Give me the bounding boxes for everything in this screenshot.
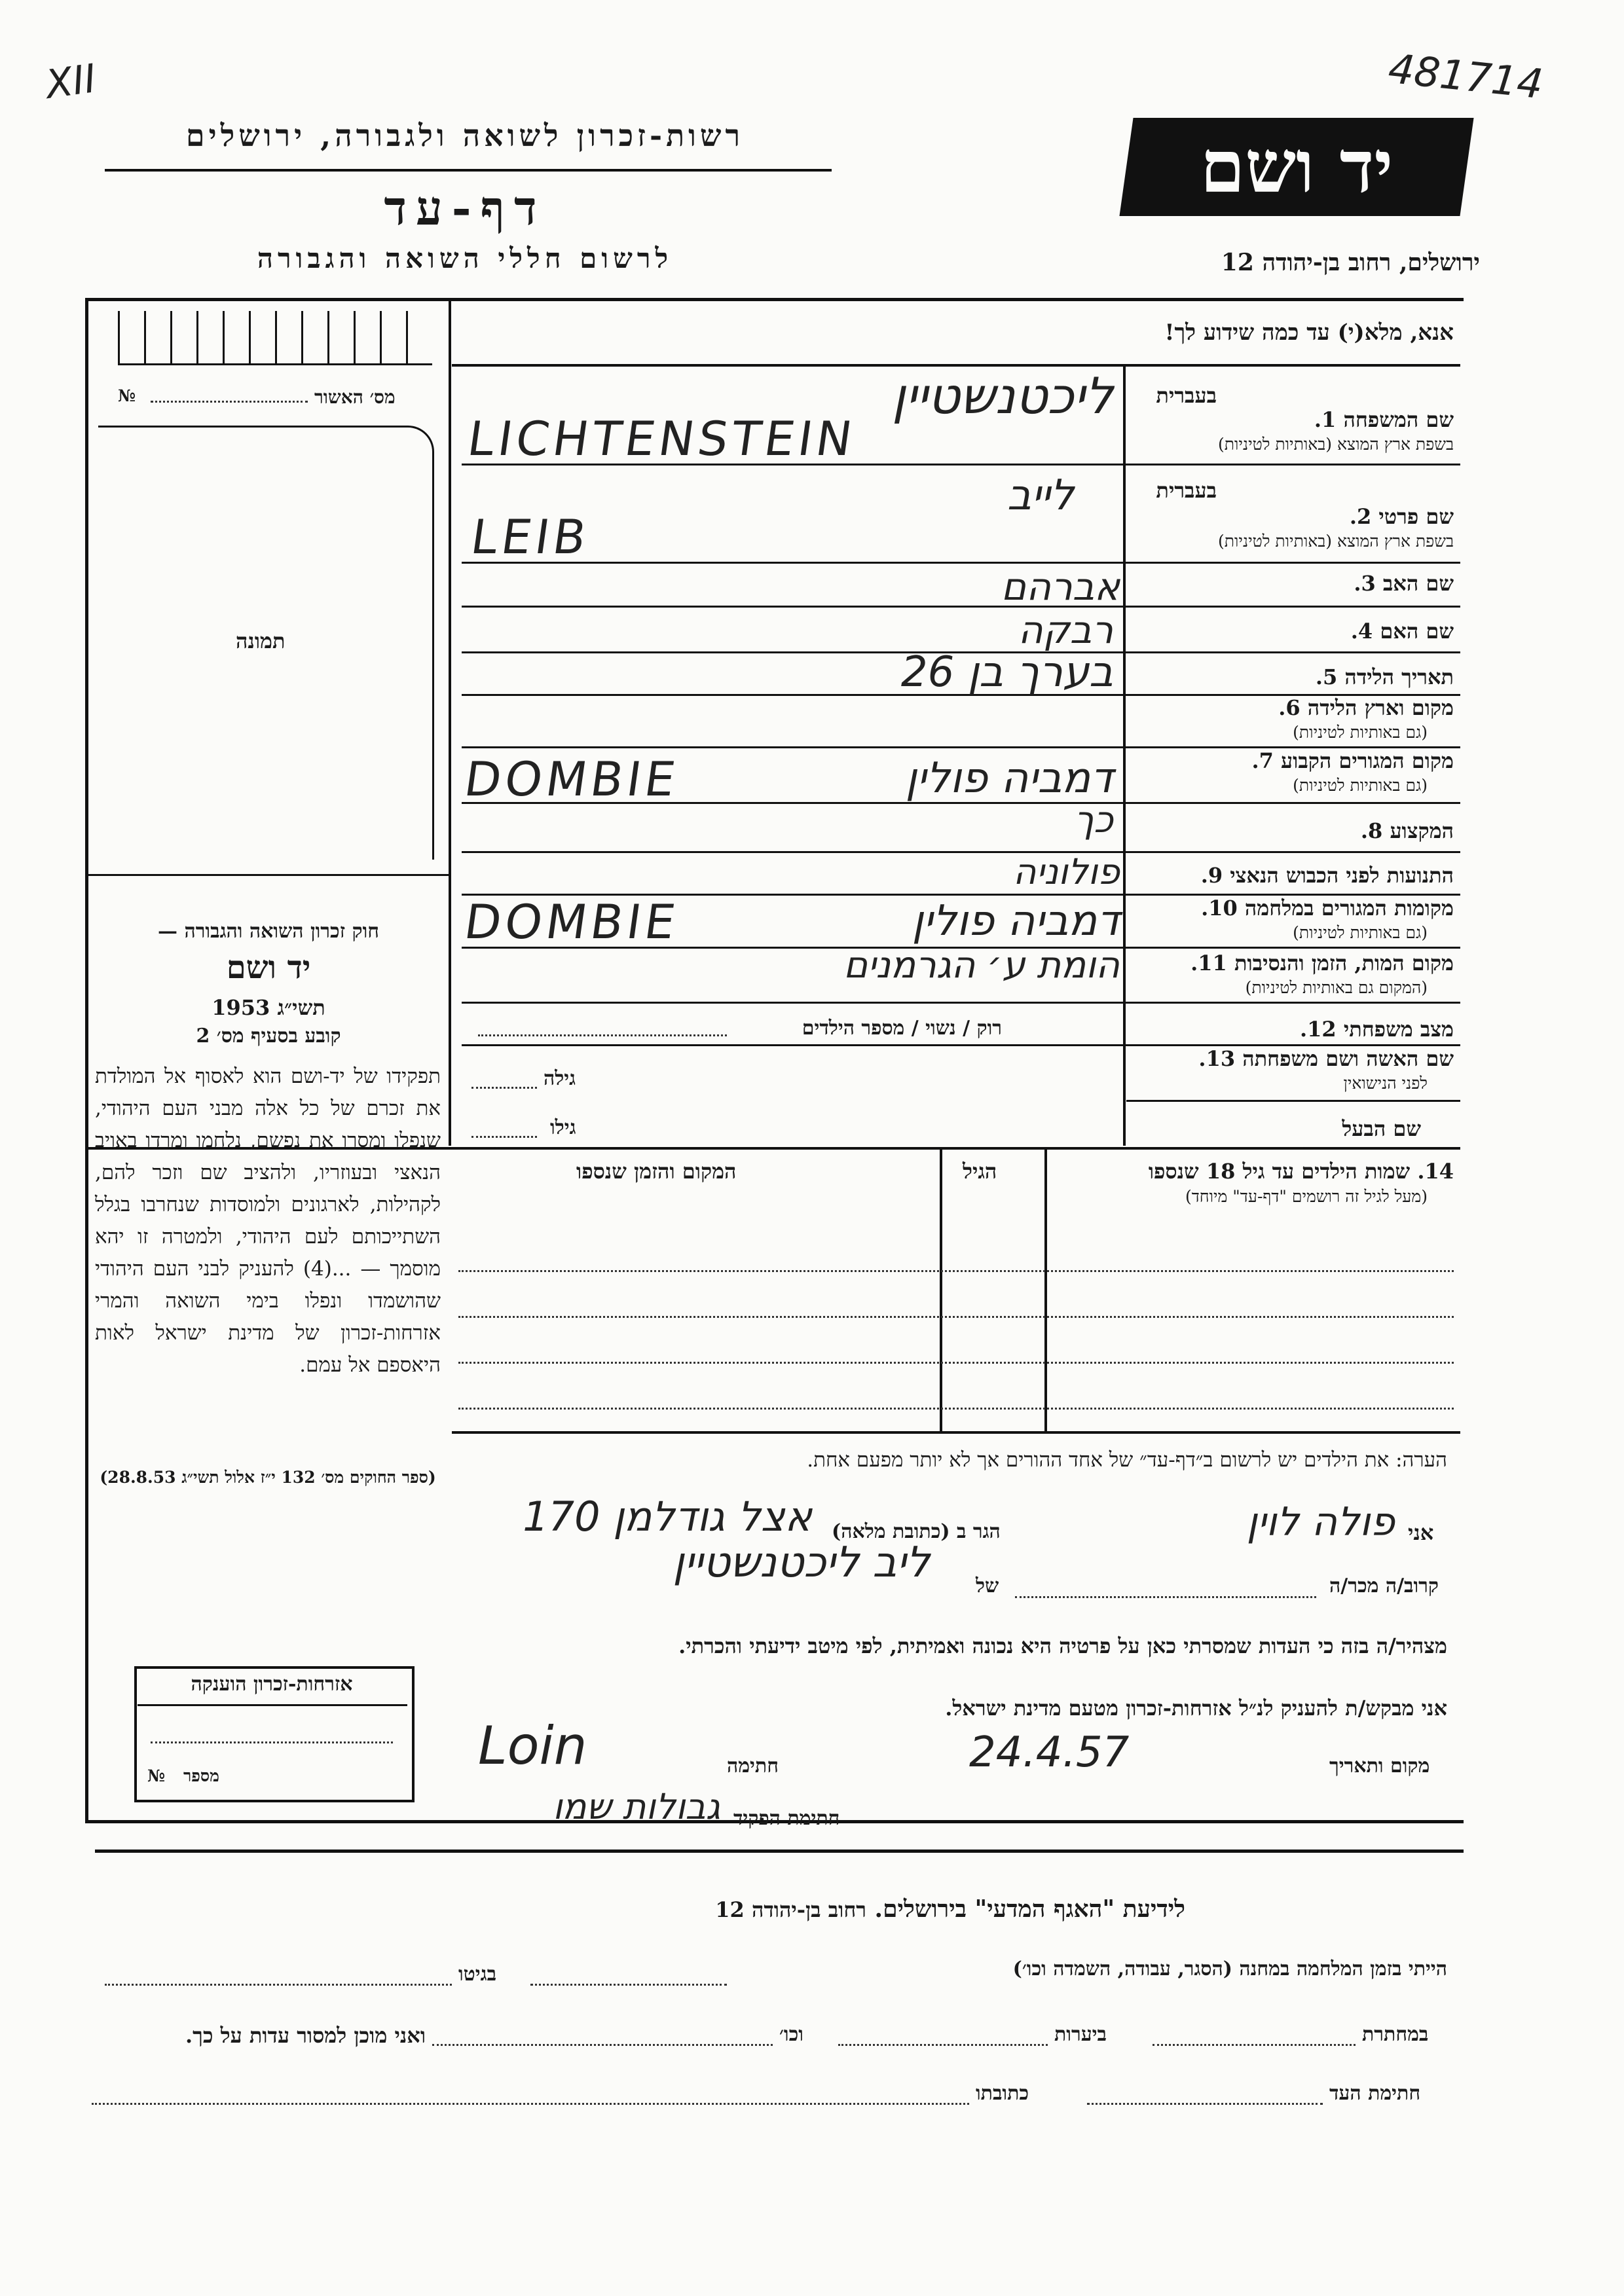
field-8-num: 8. <box>1360 818 1383 843</box>
firstname-latin-value[interactable]: LEIB <box>468 509 594 564</box>
address-value[interactable]: אצל גודלמן 170 <box>523 1493 812 1540</box>
witness-signature-label: חתימת העד <box>1329 2082 1421 2105</box>
corner-mark: XII <box>43 56 99 108</box>
wife-age-field[interactable] <box>471 1087 537 1089</box>
children-count-field[interactable] <box>478 1034 727 1036</box>
field-11-label-text: מקום המות, הזמן והנסיבות <box>1234 951 1454 975</box>
law-year-num: 1953 <box>212 995 270 1020</box>
label-column-divider <box>1123 367 1126 1146</box>
death-place-value[interactable]: הומת ע׳ הגרמנים <box>843 944 1120 987</box>
field-5-num: 5. <box>1315 665 1338 689</box>
residence-hebrew-value[interactable]: דמביה פולין <box>905 754 1113 803</box>
approval-number-field[interactable] <box>151 401 308 403</box>
archive-boxes <box>118 311 432 365</box>
law-year-heb: תשי״ג <box>277 995 325 1020</box>
children-age-col: הגיל <box>963 1159 997 1184</box>
field-2-num: 2. <box>1349 504 1372 529</box>
witness-signature-field[interactable] <box>1087 2103 1323 2105</box>
relation-field[interactable] <box>1015 1596 1316 1598</box>
children-place-col: המקום והזמן שנספו <box>576 1159 737 1184</box>
husband-age-field[interactable] <box>471 1136 537 1138</box>
form-title: דף-עד <box>384 180 546 236</box>
field-2-label <box>1244 504 1454 529</box>
underground-label: במחתרת <box>1362 2023 1429 2046</box>
law-text: תפקידו של יד-ושם הוא לאסוף אל המולדת את זכרם של כל אלה מבני העם היהודי, שנפלו ומסרו את נפשם, נלחמו ומרדו באויב הנאצי ובעוזריו, ולהציב שם וזכר להם, לקהילות, לארגונים ולמוסדות שנחרבו בגלל השתייכותם לעם היהודי, ולמטרה זו יהא מוסמך — ...(4) להעניק לבני העם היהודי שהושמדו ונפלו בימי השואה והמרי אזרחות-זכרון של מדינת ישראל לאות היאספם אל עמם. <box>95 1065 441 1377</box>
field-10-num: 10. <box>1201 896 1238 920</box>
residence-latin-value[interactable]: DOMBIE <box>461 752 683 807</box>
children-heading-sub: (מעל לגיל זה רושמים "דף-עד" מיוחד) <box>1185 1187 1428 1206</box>
citizenship-box-divider <box>138 1704 407 1706</box>
field-12-num: 12. <box>1300 1017 1337 1042</box>
photo-label: תמונה <box>236 629 286 653</box>
war-residence-hebrew-value[interactable]: דמביה פולין <box>912 897 1120 945</box>
form-subtitle: לרשום חללי השואה והגבורה <box>257 242 673 274</box>
approval-no-sign: № <box>118 386 136 405</box>
field-11-divider <box>1126 1002 1460 1004</box>
field-11-sub: (המקום גם באותיות לטיניות) <box>1245 978 1428 997</box>
field-13-sub: לפני הנישואין <box>1343 1074 1428 1093</box>
field-12-label <box>1218 1017 1454 1042</box>
forests-label: ביערות <box>1054 2023 1107 2046</box>
field-10-label <box>1126 896 1454 920</box>
field-3-label-text: שם האב <box>1382 571 1454 596</box>
citizenship-box-line[interactable] <box>151 1741 393 1743</box>
approval-number-label: מס׳ האשור <box>314 386 396 408</box>
field-1-num: 1. <box>1314 407 1337 432</box>
children-col-divider-2 <box>940 1150 942 1431</box>
witness-address-field[interactable] <box>92 2103 969 2105</box>
firstname-hebrew-value[interactable]: לייב <box>1007 471 1074 520</box>
profession-value[interactable]: כך <box>1074 799 1113 841</box>
signature-label: חתימה <box>727 1755 779 1777</box>
mid-line-11 <box>462 1002 1126 1004</box>
mother-name-value[interactable]: רבקה <box>1018 608 1113 652</box>
witness-address-label: כתובתו <box>976 2082 1029 2105</box>
field-1-sub: בשפת ארץ המוצא (באותיות לטיניות) <box>1218 435 1454 454</box>
officer-signature-value[interactable]: גבולות שמו <box>553 1786 720 1827</box>
field-1-heb-label: בעברית <box>1156 383 1217 408</box>
field-2-label-text: שם פרטי <box>1378 504 1454 529</box>
husband-label: שם הבעל <box>1342 1116 1421 1141</box>
etc-field[interactable] <box>432 2044 773 2046</box>
field-1-label <box>1244 407 1454 432</box>
child-row-2[interactable] <box>458 1316 1454 1318</box>
wife-age-label: גילה <box>544 1067 576 1090</box>
left-column-divider <box>449 301 451 1146</box>
header-address: ירושלים, רחוב בן-יהודה 12 <box>1221 249 1480 276</box>
field-4-divider <box>1126 651 1460 653</box>
field-9-num: 9. <box>1200 863 1223 888</box>
signature-value[interactable]: Loin <box>478 1715 587 1776</box>
declaration-statement: מצהיר/ה בזה כי העדות שמסרתי כאן על פרטיה היא נכונה ואמיתית, לפי מיטב ידיעתי והכרתי. <box>678 1633 1447 1658</box>
relation-label: קרוב/ה מכר/ה <box>1329 1575 1439 1597</box>
authority-title: רשות-זכרון לשואה ולגבורה, ירושלים <box>185 118 745 153</box>
field-1-label-text: שם המשפחה <box>1343 407 1454 432</box>
law-title: חוק זכרון השואה והגבורה — <box>158 920 379 943</box>
law-clause: קובע בסעיף מס׳ 2 <box>196 1025 341 1048</box>
field-4-label-text: שם האם <box>1380 619 1454 644</box>
birthdate-value[interactable]: בערך בן 26 <box>900 648 1113 697</box>
field-2-heb-label: בעברית <box>1156 478 1217 503</box>
field-2-divider <box>1126 562 1460 564</box>
field-6-label-text: מקום וארץ הלידה <box>1307 695 1454 720</box>
mid-line-12 <box>462 1044 1126 1046</box>
ghetto-label: בגיטו <box>458 1963 497 1986</box>
field-6-sub: (גם באותיות לטיניות) <box>1293 723 1428 742</box>
field-3-num: 3. <box>1354 571 1376 596</box>
officer-signature-label: חתימת הפקיד <box>733 1807 840 1830</box>
citizenship-no-sign: № <box>147 1766 166 1785</box>
photo-bottom-divider <box>88 874 450 876</box>
field-8-label-text: המקצוע <box>1390 818 1454 843</box>
place-date-label: מקום ותאריך <box>1329 1755 1430 1777</box>
surname-hebrew-value[interactable]: ליכטנשטיין <box>892 367 1113 425</box>
footer-divider <box>95 1850 1464 1853</box>
declaration-i-label: אני <box>1408 1520 1434 1545</box>
field-8-label <box>1244 818 1454 843</box>
field-7-label <box>1153 748 1454 773</box>
citizenship-box-title: אזרחות-זכרון הוענקה <box>191 1673 353 1696</box>
field-3-divider <box>1126 606 1460 608</box>
etc-label: וכו׳ <box>779 2023 803 2046</box>
field-6-label <box>1153 695 1454 720</box>
field-7-label-text: מקום המגורים הקבוע <box>1281 748 1454 773</box>
field-10-sub: (גם באותיות לטיניות) <box>1293 923 1428 942</box>
footer-line1: הייתי בזמן המלחמה במחנה (הסגר, עבודה, השמדה וכו׳) <box>1012 1958 1447 1980</box>
movement-value[interactable]: פולוניה <box>1013 851 1120 892</box>
field-11-label <box>1126 951 1454 975</box>
field-13-num: 13. <box>1198 1046 1236 1071</box>
residing-label: הגר ב (כתובת מלאה) <box>832 1520 1001 1543</box>
logo-text: יד ושם <box>1200 124 1393 209</box>
field-4-label <box>1244 619 1454 644</box>
field-13-divider <box>1126 1100 1460 1102</box>
citizenship-request: אני מבקש/ת להעניק לנ״ל אזרחות-זכרון מטעם מדינת ישראל. <box>945 1696 1447 1721</box>
field-13-label <box>1126 1046 1454 1071</box>
children-heading: 14. שמות הילדים עד גיל 18 שנספו <box>1148 1159 1454 1184</box>
field-6-num: 6. <box>1278 695 1301 720</box>
field-10-label-text: מקומות המגורים במלחמה <box>1244 896 1454 920</box>
field-11-num: 11. <box>1190 951 1227 975</box>
of-label: של <box>976 1575 999 1597</box>
field-1-divider <box>1126 464 1460 465</box>
camp-field[interactable] <box>530 1984 727 1986</box>
war-residence-latin-value[interactable]: DOMBIE <box>461 894 683 949</box>
law-logo: יד ושם <box>226 949 311 986</box>
father-name-value[interactable]: אברהם <box>1001 564 1120 609</box>
field-4-num: 4. <box>1350 619 1373 644</box>
footer-heading <box>498 1895 1185 1923</box>
field-9-label <box>1126 863 1454 888</box>
citizenship-number-label: מספר <box>183 1766 219 1785</box>
field-12-label-text: מצב משפחתי <box>1343 1017 1454 1042</box>
surname-latin-value[interactable]: LICHTENSTEIN <box>464 411 860 466</box>
husband-age-label: גילו <box>550 1116 576 1139</box>
law-citation: (ספר החוקים מס׳ 132 י״ז אלול תשי״ג 28.8.53) <box>100 1468 436 1487</box>
field-5-label-text: תאריך הלידה <box>1344 665 1454 689</box>
field-3-label <box>1244 571 1454 596</box>
children-col-divider-1 <box>1044 1150 1047 1431</box>
children-bottom-divider <box>452 1431 1460 1434</box>
field-5-label <box>1179 665 1454 689</box>
field-13-label-text: שם האשה ושם משפחתה <box>1242 1046 1454 1071</box>
field-7-sub: (גם באותיות לטיניות) <box>1293 776 1428 795</box>
law-year <box>98 995 439 1020</box>
children-note: הערה: את הילדים יש לרשום ב״דף-עד״ של אחד ההורים אך לא יותר מפעם אחת. <box>807 1448 1447 1472</box>
field-7-divider <box>1126 802 1460 804</box>
mid-line-6 <box>462 746 1126 748</box>
child-row-1[interactable] <box>458 1270 1454 1272</box>
field-7-num: 7. <box>1251 748 1274 773</box>
footer-address: רחוב בן-יהודה 12 <box>715 1897 866 1922</box>
field-2-sub: בשפת ארץ המוצא (באותיות לטיניות) <box>1218 532 1454 551</box>
relation-name-value[interactable]: ליב ליכטנשטיין <box>673 1539 930 1587</box>
declarant-name-value[interactable]: פולה לוין <box>1246 1499 1395 1545</box>
child-row-4[interactable] <box>458 1408 1454 1410</box>
child-row-3[interactable] <box>458 1362 1454 1364</box>
forests-field[interactable] <box>838 2044 1048 2046</box>
header-divider <box>105 169 832 172</box>
underground-field[interactable] <box>1153 2044 1356 2046</box>
archive-number: 481714 <box>1386 44 1545 109</box>
footer-heading-text: לידיעת "האגף המדעי" בירושלים. <box>874 1895 1185 1923</box>
date-value[interactable]: 24.4.57 <box>969 1728 1130 1777</box>
field-9-label-text: התנועות לפני הכבוש הנאצי <box>1230 863 1454 888</box>
form-intro: אנא, מלא(י) עד כמה שידוע לך! <box>1164 319 1454 346</box>
marital-options: רוק / נשוי / מספר הילדים <box>802 1017 1002 1040</box>
field-8-divider <box>1126 851 1460 853</box>
field-10-divider <box>1126 947 1460 949</box>
testimony-label: ואני מוכן למסור עדות על כך. <box>185 2023 426 2048</box>
ghetto-field[interactable] <box>105 1984 452 1986</box>
